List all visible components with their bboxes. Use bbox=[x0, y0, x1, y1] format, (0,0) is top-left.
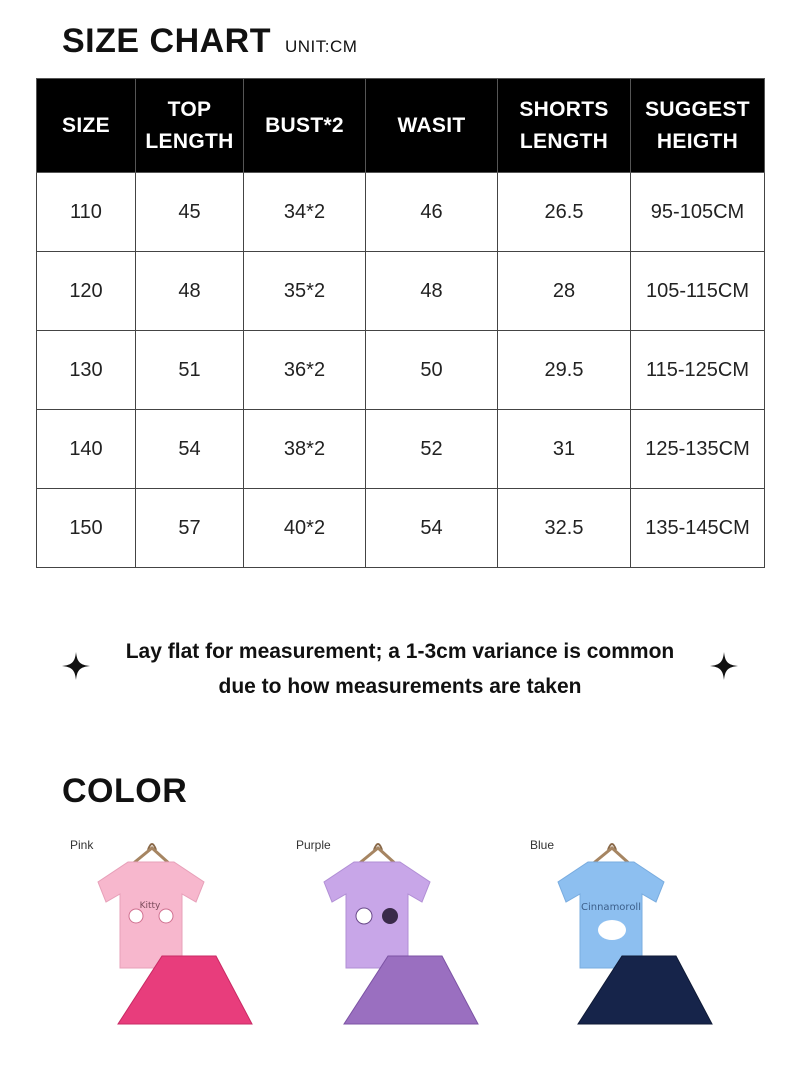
table-cell: 26.5 bbox=[498, 173, 631, 252]
note-text bbox=[100, 634, 700, 704]
table-cell: 140 bbox=[37, 410, 136, 489]
blue-outfit-image bbox=[530, 828, 730, 1048]
table-cell: 32.5 bbox=[498, 489, 631, 568]
size-chart-header bbox=[62, 22, 357, 61]
note-line-1: Lay flat for measurement; a 1-3cm variance is common bbox=[125, 640, 675, 663]
table-cell: 120 bbox=[37, 252, 136, 331]
color-section-title: COLOR bbox=[62, 772, 188, 810]
table-cell: 38*2 bbox=[244, 410, 366, 489]
table-cell: 130 bbox=[37, 331, 136, 410]
table-row bbox=[37, 489, 765, 568]
column-header bbox=[631, 79, 765, 173]
column-header-line: LENGTH bbox=[145, 129, 234, 153]
table-cell: 52 bbox=[366, 410, 498, 489]
table-cell: 36*2 bbox=[244, 331, 366, 410]
color-label-blue: Blue bbox=[530, 838, 555, 852]
table-cell: 48 bbox=[366, 252, 498, 331]
table-cell: 110 bbox=[37, 173, 136, 252]
pink-outfit-image bbox=[70, 828, 270, 1048]
table-cell: 46 bbox=[366, 173, 498, 252]
column-header bbox=[366, 79, 498, 173]
column-header-line: SUGGEST bbox=[645, 97, 750, 121]
column-header bbox=[37, 79, 136, 173]
table-cell: 31 bbox=[498, 410, 631, 489]
unit-label: UNIT:CM bbox=[285, 37, 358, 56]
purple-outfit-image bbox=[296, 828, 496, 1048]
column-header bbox=[136, 79, 244, 173]
note-line-2: due to how measurements are taken bbox=[218, 675, 582, 698]
table-cell: 34*2 bbox=[244, 173, 366, 252]
table-cell: 115-125CM bbox=[631, 331, 765, 410]
color-label-pink: Pink bbox=[70, 838, 94, 852]
column-header-line: SHORTS bbox=[519, 97, 609, 121]
column-header-line: LENGTH bbox=[519, 129, 609, 153]
table-cell: 135-145CM bbox=[631, 489, 765, 568]
table-cell: 125-135CM bbox=[631, 410, 765, 489]
column-header-line: SIZE bbox=[62, 113, 110, 137]
measurement-note bbox=[0, 630, 800, 710]
table-cell: 51 bbox=[136, 331, 244, 410]
page-title: SIZE CHART bbox=[62, 22, 271, 60]
table-row bbox=[37, 410, 765, 489]
product-pink[interactable] bbox=[70, 828, 270, 1048]
table-row bbox=[37, 252, 765, 331]
table-cell: 150 bbox=[37, 489, 136, 568]
sparkle-icon bbox=[62, 652, 90, 680]
table-cell: 29.5 bbox=[498, 331, 631, 410]
sparkle-icon bbox=[710, 652, 738, 680]
table-cell: 54 bbox=[136, 410, 244, 489]
size-table bbox=[36, 78, 765, 568]
table-cell: 40*2 bbox=[244, 489, 366, 568]
column-header-line: BUST*2 bbox=[265, 113, 344, 137]
table-body bbox=[37, 173, 765, 568]
pink-print-text: Kitty bbox=[139, 901, 161, 911]
table-cell: 54 bbox=[366, 489, 498, 568]
table-header-row bbox=[37, 79, 765, 173]
table-cell: 45 bbox=[136, 173, 244, 252]
table-cell: 57 bbox=[136, 489, 244, 568]
table-row bbox=[37, 173, 765, 252]
blue-print-text: Cinnamoroll bbox=[581, 902, 641, 913]
table-cell: 50 bbox=[366, 331, 498, 410]
table-cell: 95-105CM bbox=[631, 173, 765, 252]
color-label-purple: Purple bbox=[296, 838, 331, 852]
column-header-line: HEIGTH bbox=[656, 129, 739, 153]
product-blue[interactable] bbox=[530, 828, 730, 1048]
table-cell: 105-115CM bbox=[631, 252, 765, 331]
table-row bbox=[37, 331, 765, 410]
product-purple[interactable] bbox=[296, 828, 496, 1048]
column-header-line: WASIT bbox=[397, 113, 466, 137]
table-cell: 28 bbox=[498, 252, 631, 331]
column-header-line: TOP bbox=[167, 97, 212, 121]
table-cell: 48 bbox=[136, 252, 244, 331]
column-header bbox=[244, 79, 366, 173]
table-cell: 35*2 bbox=[244, 252, 366, 331]
column-header bbox=[498, 79, 631, 173]
